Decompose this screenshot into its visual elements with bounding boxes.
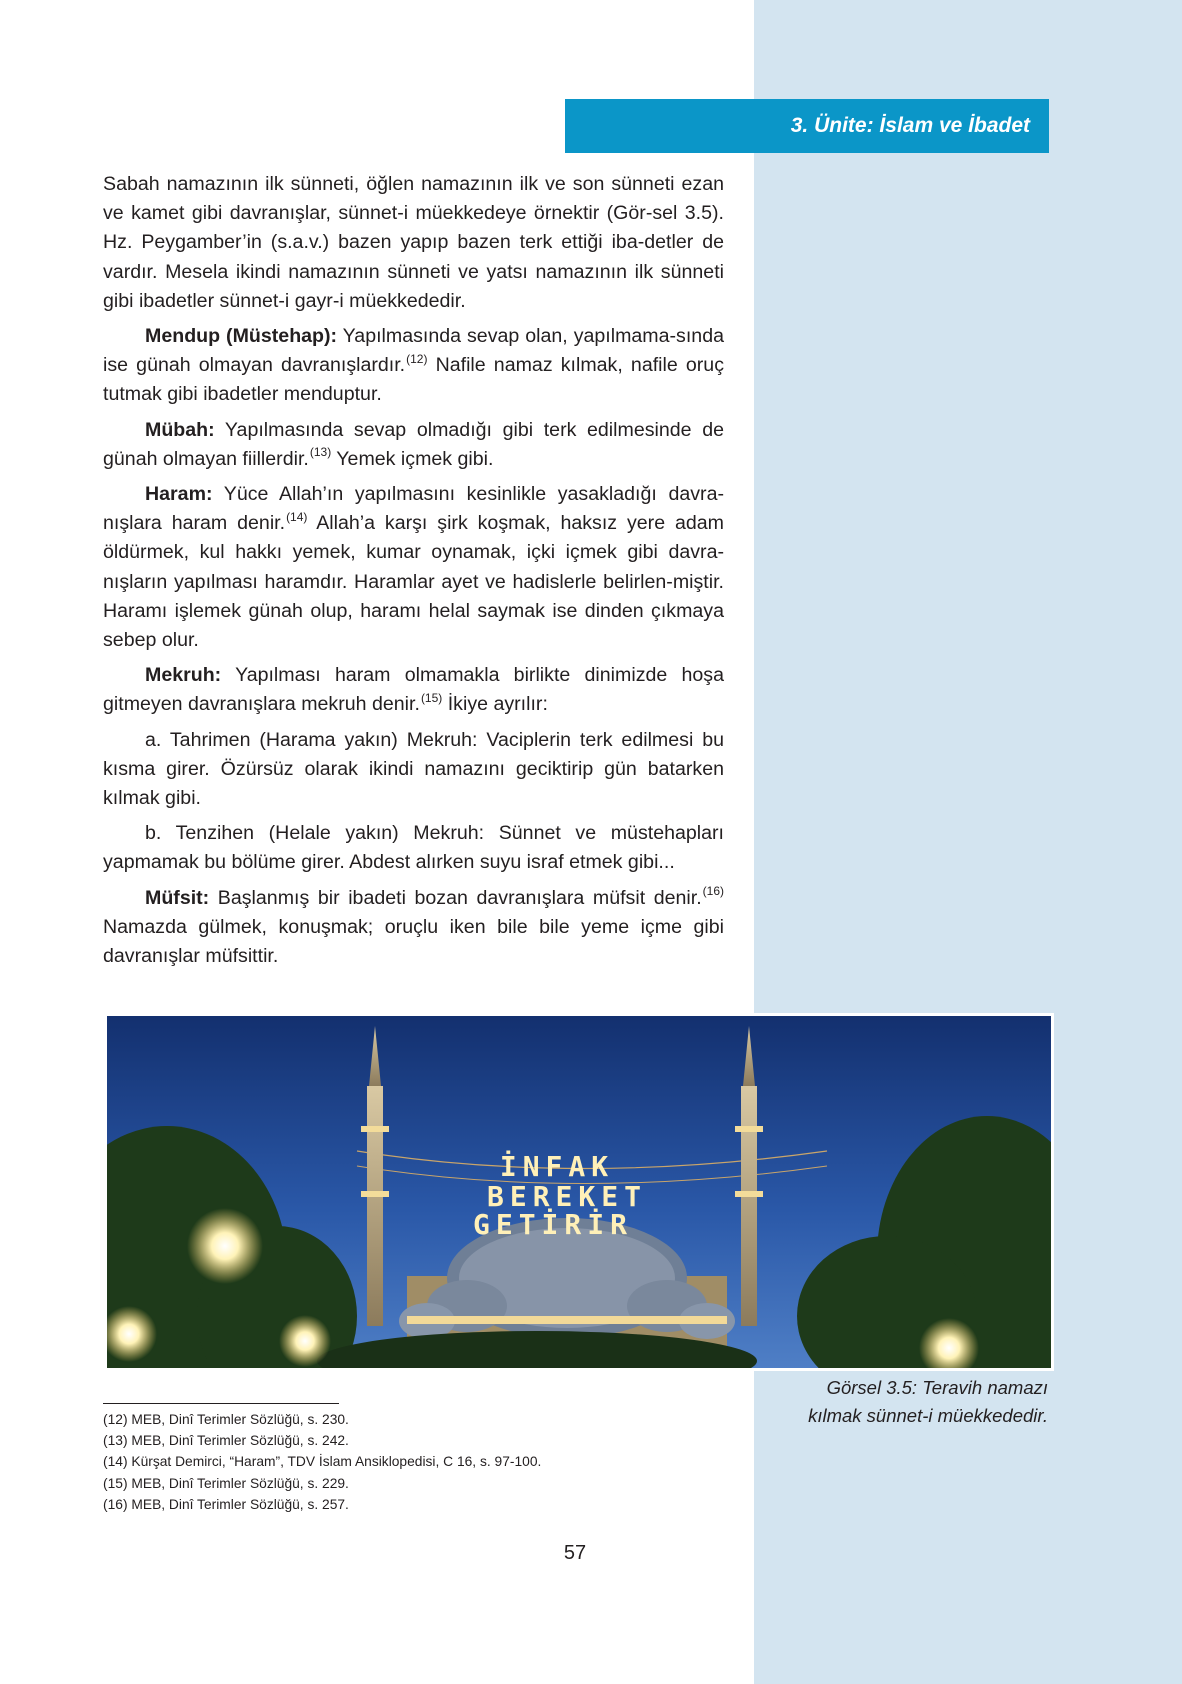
definition-text: Nafile namaz kılmak, nafile oruç tutmak gibi ibadetler menduptur. (103, 354, 725, 406)
street-lamp (187, 1208, 263, 1284)
unit-title: 3. Ünite: İslam ve İbadet (790, 114, 1030, 137)
mosque-photo (104, 1013, 1054, 1371)
definition-text: Yapılması haram olmamakla birlikte dinimizde hoşa gitmeyen davranışlara mekruh denir. (103, 664, 724, 716)
paragraph-mufsit (103, 884, 724, 972)
paragraph-mendup (103, 322, 724, 410)
list-item-tahrimen: a. Tahrimen (Harama yakın) Mekruh: Vaciplerin terk edilmesi bu kısma girer. Özürsüz olarak ikindi namazını geciktirip gün batarken kılmak gibi. (103, 728, 724, 810)
light-banner-line: İNFAK (499, 1150, 615, 1183)
definition-text: Namazda gülmek, konuşmak; oruçlu iken bile bile yeme içme gibi davranışlar müfsittir. (103, 915, 724, 968)
footnote-ref: (13) (309, 445, 332, 460)
footnote: (13) MEB, Dinî Terimler Sözlüğü, s. 242. (103, 1433, 349, 1449)
paragraph-mubah (103, 416, 724, 474)
footnote: (12) MEB, Dinî Terimler Sözlüğü, s. 230. (103, 1412, 349, 1427)
page-number: 57 (563, 1542, 587, 1564)
definition-text: Yemek içmek gibi. (331, 447, 494, 470)
definition-text: Başlanmış bir ibadeti bozan davranışlara müfsit denir. (209, 886, 702, 909)
footnote-ref: (15) (420, 691, 443, 706)
footnotes (103, 1409, 541, 1515)
term-mekruh: Mekruh: (145, 664, 222, 687)
footnote-divider (103, 1403, 339, 1404)
paragraph-haram (103, 480, 724, 655)
paragraph-sunnet: Sabah namazının ilk sünneti, öğlen namazının ilk ve son sünneti ezan ve kamet gibi davranışlar, sünnet-i müekkedeye örnektir (Gör-sel 3.5). Hz. Peygamber’in (s.a.v.) bazen yapıp bazen terk ettiği iba-detler de vardır. Mesela ikindi namazının sünneti ve yatsı namazının ilk sünneti gibi ibadetler sünnet-i gayr-i müekkededir. (103, 173, 724, 312)
street-lamp (279, 1315, 331, 1367)
term-mendup: Mendup (Müstehap): (145, 325, 338, 348)
body-text (103, 170, 724, 977)
light-banner-line: GETİRİR (472, 1208, 634, 1241)
figure-caption (770, 1374, 1048, 1430)
unit-title-banner (565, 99, 1049, 153)
definition-text: Yüce Allah’ın yapılmasını kesinlikle yasakladığı davra-nışlara haram denir. (103, 483, 724, 535)
footnote-ref: (12) (406, 351, 428, 366)
footnote: (14) Kürşat Demirci, “Haram”, TDV İslam Ansiklopedisi, C 16, s. 97-100. (103, 1454, 542, 1470)
definition-text: Yapılmasında sevap olan, yapılmama-sında ise günah olmayan davranışlardır. (103, 325, 724, 377)
footnote: (16) MEB, Dinî Terimler Sözlüğü, s. 257. (103, 1496, 349, 1512)
caption-line: Görsel 3.5: Teravih namazı (826, 1377, 1048, 1398)
definition-text: Allah’a karşı şirk koşmak, haksız yere adam öldürmek, kul hakkı yemek, kumar oynamak, içki içmek gibi davra-nışların yapılması haramdır. Haramlar ayet ve hadislerle belirlen-miştir. Haramı işlemek günah olup, haramı helal saymak ise dinden çıkmaya sebep olur. (103, 512, 725, 652)
term-mubah: Mübah: (145, 418, 215, 441)
footnote: (15) MEB, Dinî Terimler Sözlüğü, s. 229. (103, 1475, 349, 1491)
paragraph-mekruh (103, 661, 724, 719)
caption-line: kılmak sünnet-i müekkededir. (808, 1405, 1048, 1426)
side-panel (754, 0, 1182, 1684)
footnote-ref: (14) (286, 509, 308, 524)
light-banner-line: BEREKET (486, 1180, 648, 1213)
term-mufsit: Müfsit: (145, 886, 210, 909)
definition-text: İkiye ayrılır: (442, 693, 548, 716)
list-item-tenzihen: b. Tenzihen (Helale yakın) Mekruh: Sünnet ve müstehapları yapmamak bu bölüme girer. Abdest alırken suyu israf etmek gibi... (103, 822, 724, 874)
term-haram: Haram: (145, 483, 213, 506)
footnote-ref: (16) (702, 884, 724, 899)
definition-text: Yapılmasında sevap olmadığı gibi terk edilmesinde de günah olmayan fiillerdir. (103, 418, 724, 470)
